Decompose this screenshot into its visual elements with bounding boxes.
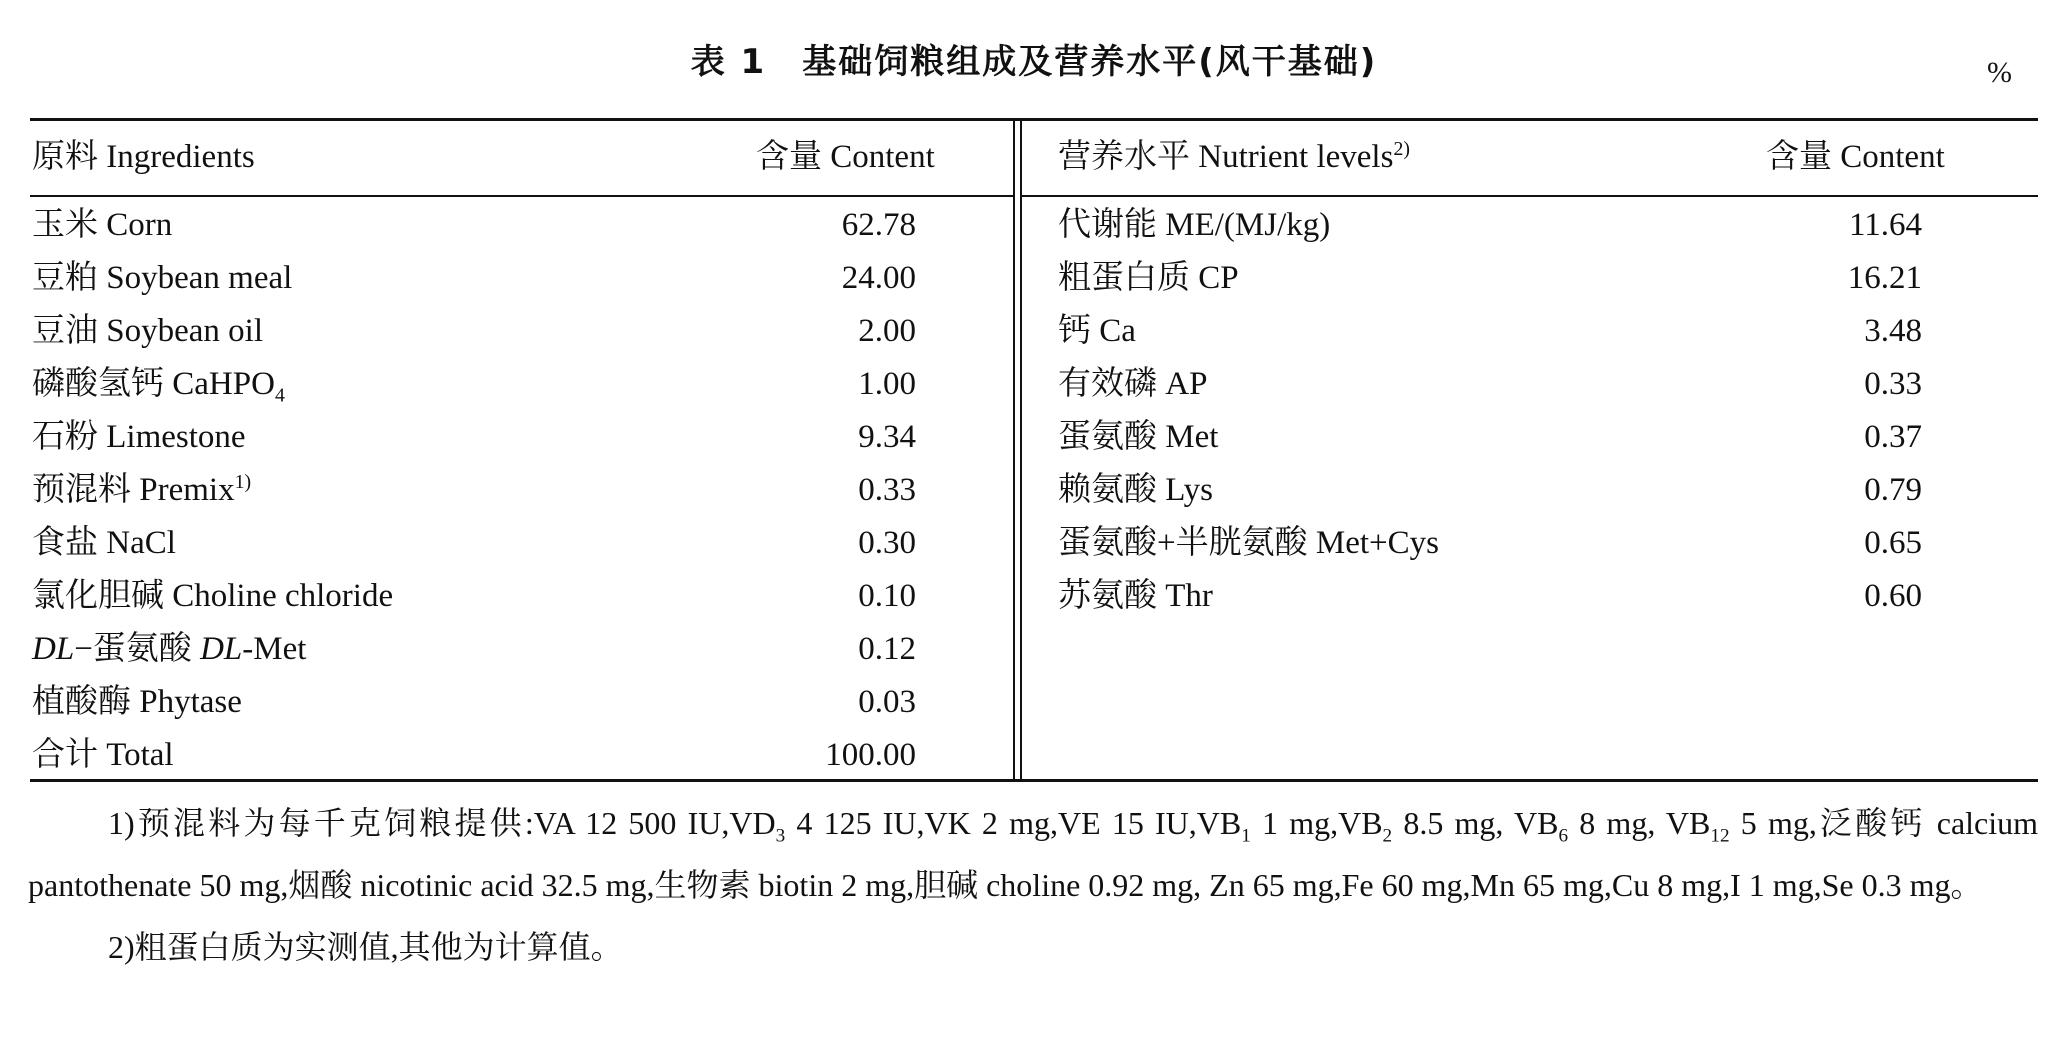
nutrient-header: 营养水平 Nutrient levels$^{2)}$ xyxy=(1058,138,1410,175)
nutrient-name: 苏氨酸 Thr xyxy=(1058,578,1213,614)
ingredient-value: 0.12 xyxy=(858,631,916,667)
nutrient-value: 3.48 xyxy=(1864,313,1922,349)
ingredients-header: 原料 Ingredients xyxy=(32,139,255,175)
composition-table xyxy=(30,118,2038,782)
nutrient-name: 蛋氨酸 Met xyxy=(1058,419,1219,455)
nutrient-value: 11.64 xyxy=(1848,207,1922,243)
total-name: 合计 Total xyxy=(32,737,174,773)
nutrient-value: 0.33 xyxy=(1864,366,1922,402)
nutrient-name: 蛋氨酸+半胱氨酸 Met+Cys xyxy=(1058,525,1439,561)
ingredient-name: 豆油 Soybean oil xyxy=(32,313,263,349)
total-value: 100.00 xyxy=(825,737,916,773)
table-footnotes xyxy=(28,792,2038,978)
ingredient-name: DL−蛋氨酸 DL-Met xyxy=(32,631,307,667)
ingredient-name: 磷酸氢钙 CaHPO$_4$ xyxy=(32,366,285,407)
nutrient-name: 钙 Ca xyxy=(1058,313,1136,349)
ingredient-value: 0.10 xyxy=(858,578,916,614)
content-header-right: 含量 Content xyxy=(1766,139,1945,175)
nutrient-value: 0.37 xyxy=(1864,419,1922,455)
nutrient-value: 0.60 xyxy=(1864,578,1922,614)
table-caption: 表 1 基础饲粮组成及营养水平(风干基础) xyxy=(690,42,1378,82)
unit-label: % xyxy=(1987,56,2012,89)
nutrient-value: 0.65 xyxy=(1864,525,1922,561)
ingredient-value: 2.00 xyxy=(858,313,916,349)
nutrient-name: 粗蛋白质 CP xyxy=(1058,260,1239,296)
ingredient-name: 玉米 Corn xyxy=(32,207,173,243)
ingredient-name: 豆粕 Soybean meal xyxy=(32,260,293,296)
header-rule-right xyxy=(1022,195,2038,197)
ingredient-value: 0.30 xyxy=(858,525,916,561)
content-header-left: 含量 Content xyxy=(756,139,935,175)
header-rule-left xyxy=(30,195,1013,197)
ingredient-name: 植酸酶 Phytase xyxy=(32,684,242,720)
ingredient-name: 预混料 Premix$^{1)}$ xyxy=(32,471,252,508)
ingredient-name: 食盐 NaCl xyxy=(32,525,176,561)
ingredient-name: 氯化胆碱 Choline chloride xyxy=(32,578,394,614)
ingredient-value: 9.34 xyxy=(858,419,916,455)
ingredient-value: 1.00 xyxy=(858,366,916,402)
column-divider xyxy=(1013,121,1015,779)
footnote-1: 1)预混料为每千克饲粮提供:VA 12 500 $IU,VD_3$ 4 125 IU,VK 2 mg,VE 15 $IU,VB_1$ 1 $mg,VB_2$ 8.5 mg, $VB_6$ 8 mg, $VB_{12}$ 5 mg,泛酸钙 calcium pantothenate 50 mg,烟酸 nicotinic acid 32.5 mg,生物素 biotin 2 mg,胆碱 choline 0.92 mg, Zn 65 mg,Fe 60 mg,Mn 65 mg,Cu 8 mg,I 1 mg,Se 0.3 mg。 xyxy=(28,805,2039,903)
footnote-2: 2)粗蛋白质为实测值,其他为计算值。 xyxy=(108,929,623,965)
nutrient-name: 有效磷 AP xyxy=(1058,366,1208,402)
nutrient-value: 0.79 xyxy=(1864,472,1922,508)
ingredient-value: 0.03 xyxy=(858,684,916,720)
ingredient-value: 0.33 xyxy=(858,472,916,508)
ingredient-value: 24.00 xyxy=(841,260,916,296)
nutrient-value: 16.21 xyxy=(1847,260,1922,296)
ingredient-name: 石粉 Limestone xyxy=(32,419,246,455)
column-divider xyxy=(1020,121,1022,779)
nutrient-name: 代谢能 ME/(MJ/kg) xyxy=(1058,207,1331,243)
nutrient-name: 赖氨酸 Lys xyxy=(1058,472,1213,508)
ingredient-value: 62.78 xyxy=(841,207,916,243)
